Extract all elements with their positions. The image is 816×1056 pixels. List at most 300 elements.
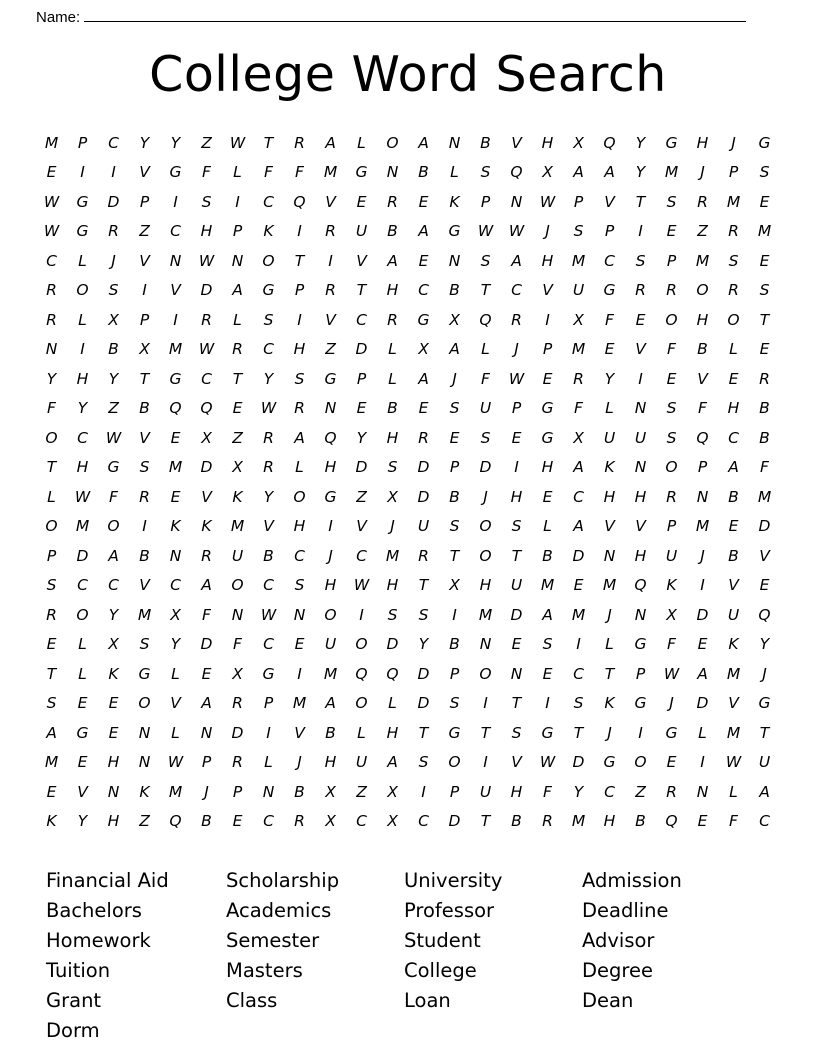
grid-cell[interactable]: Q: [200, 399, 213, 418]
grid-cell[interactable]: W: [105, 428, 122, 447]
grid-cell[interactable]: R: [201, 310, 212, 329]
grid-cell[interactable]: L: [543, 517, 552, 536]
grid-cell[interactable]: R: [511, 310, 522, 329]
grid-cell[interactable]: G: [603, 753, 616, 772]
grid-cell[interactable]: R: [325, 281, 336, 300]
grid-cell[interactable]: B: [480, 133, 491, 152]
grid-cell[interactable]: U: [758, 753, 771, 772]
grid-cell[interactable]: A: [387, 753, 398, 772]
grid-cell[interactable]: B: [759, 428, 770, 447]
grid-cell[interactable]: X: [449, 310, 460, 329]
grid-cell[interactable]: M: [540, 576, 555, 595]
grid-cell[interactable]: Q: [324, 428, 337, 447]
grid-cell[interactable]: V: [356, 517, 367, 536]
grid-cell[interactable]: M: [168, 340, 183, 359]
grid-cell[interactable]: X: [108, 310, 119, 329]
grid-cell[interactable]: E: [232, 812, 243, 831]
grid-cell[interactable]: V: [604, 517, 615, 536]
grid-cell[interactable]: L: [78, 251, 87, 270]
grid-cell[interactable]: F: [264, 163, 273, 182]
grid-cell[interactable]: Y: [170, 635, 181, 654]
grid-cell[interactable]: X: [573, 428, 584, 447]
grid-cell[interactable]: M: [726, 192, 741, 211]
grid-cell[interactable]: J: [607, 723, 612, 742]
grid-cell[interactable]: E: [728, 369, 739, 388]
grid-cell[interactable]: C: [77, 576, 88, 595]
grid-cell[interactable]: S: [387, 458, 398, 477]
grid-cell[interactable]: T: [604, 664, 615, 683]
grid-cell[interactable]: O: [665, 310, 678, 329]
grid-cell[interactable]: I: [142, 281, 147, 300]
grid-cell[interactable]: X: [325, 812, 336, 831]
grid-cell[interactable]: Z: [697, 222, 708, 241]
grid-cell[interactable]: T: [573, 723, 584, 742]
grid-cell[interactable]: P: [480, 192, 491, 211]
grid-cell[interactable]: C: [511, 281, 522, 300]
grid-cell[interactable]: M: [571, 812, 586, 831]
grid-cell[interactable]: R: [46, 605, 57, 624]
grid-cell[interactable]: P: [356, 369, 367, 388]
grid-cell[interactable]: J: [700, 163, 705, 182]
grid-cell[interactable]: Z: [356, 487, 367, 506]
grid-cell[interactable]: P: [232, 222, 243, 241]
grid-cell[interactable]: U: [479, 782, 492, 801]
grid-cell[interactable]: O: [634, 753, 647, 772]
grid-cell[interactable]: K: [449, 192, 460, 211]
grid-cell[interactable]: W: [43, 222, 60, 241]
grid-cell[interactable]: R: [201, 546, 212, 565]
grid-cell[interactable]: Q: [665, 812, 678, 831]
grid-cell[interactable]: H: [293, 340, 306, 359]
grid-cell[interactable]: P: [728, 163, 739, 182]
grid-cell[interactable]: A: [728, 458, 739, 477]
grid-cell[interactable]: Q: [758, 605, 771, 624]
grid-cell[interactable]: R: [294, 399, 305, 418]
grid-cell[interactable]: Y: [77, 399, 88, 418]
grid-cell[interactable]: N: [231, 605, 244, 624]
grid-cell[interactable]: P: [294, 281, 305, 300]
grid-cell[interactable]: Z: [139, 222, 150, 241]
grid-cell[interactable]: X: [139, 340, 150, 359]
grid-cell[interactable]: Y: [635, 133, 646, 152]
grid-cell[interactable]: I: [483, 753, 488, 772]
grid-cell[interactable]: J: [607, 605, 612, 624]
grid-cell[interactable]: G: [541, 723, 554, 742]
grid-cell[interactable]: J: [762, 664, 767, 683]
grid-cell[interactable]: L: [78, 664, 87, 683]
grid-cell[interactable]: A: [511, 251, 522, 270]
grid-cell[interactable]: X: [201, 428, 212, 447]
grid-cell[interactable]: Y: [108, 605, 119, 624]
grid-cell[interactable]: S: [418, 605, 429, 624]
grid-cell[interactable]: N: [634, 458, 647, 477]
grid-cell[interactable]: G: [665, 723, 678, 742]
grid-cell[interactable]: R: [387, 310, 398, 329]
grid-cell[interactable]: V: [511, 133, 522, 152]
grid-cell[interactable]: W: [74, 487, 91, 506]
grid-cell[interactable]: U: [231, 546, 244, 565]
grid-cell[interactable]: H: [107, 812, 120, 831]
grid-cell[interactable]: C: [759, 812, 770, 831]
grid-cell[interactable]: M: [323, 163, 338, 182]
grid-cell[interactable]: E: [759, 251, 770, 270]
grid-cell[interactable]: O: [45, 428, 58, 447]
grid-cell[interactable]: N: [696, 487, 709, 506]
grid-cell[interactable]: L: [481, 340, 490, 359]
grid-cell[interactable]: P: [263, 694, 274, 713]
grid-cell[interactable]: G: [665, 133, 678, 152]
word-search-grid[interactable]: [36, 128, 780, 836]
grid-cell[interactable]: W: [167, 753, 184, 772]
grid-cell[interactable]: K: [604, 694, 615, 713]
grid-cell[interactable]: J: [204, 782, 209, 801]
grid-cell[interactable]: D: [696, 605, 709, 624]
grid-cell[interactable]: Z: [325, 340, 336, 359]
grid-cell[interactable]: H: [293, 517, 306, 536]
grid-cell[interactable]: L: [171, 664, 180, 683]
grid-cell[interactable]: V: [77, 782, 88, 801]
grid-cell[interactable]: X: [170, 605, 181, 624]
grid-cell[interactable]: E: [542, 664, 553, 683]
grid-cell[interactable]: R: [573, 369, 584, 388]
grid-cell[interactable]: T: [232, 369, 243, 388]
grid-cell[interactable]: E: [542, 487, 553, 506]
grid-cell[interactable]: N: [200, 723, 213, 742]
grid-cell[interactable]: A: [449, 340, 460, 359]
grid-cell[interactable]: X: [232, 458, 243, 477]
grid-cell[interactable]: U: [634, 428, 647, 447]
grid-cell[interactable]: O: [76, 281, 89, 300]
grid-cell[interactable]: H: [541, 458, 554, 477]
grid-cell[interactable]: L: [264, 753, 273, 772]
grid-cell[interactable]: N: [696, 782, 709, 801]
grid-cell[interactable]: E: [666, 222, 677, 241]
grid-cell[interactable]: N: [231, 251, 244, 270]
grid-cell[interactable]: H: [386, 428, 399, 447]
grid-cell[interactable]: X: [449, 576, 460, 595]
grid-cell[interactable]: V: [604, 192, 615, 211]
grid-cell[interactable]: L: [605, 635, 614, 654]
grid-cell[interactable]: B: [542, 546, 553, 565]
grid-cell[interactable]: U: [510, 576, 523, 595]
grid-cell[interactable]: A: [759, 782, 770, 801]
grid-cell[interactable]: B: [263, 546, 274, 565]
grid-cell[interactable]: S: [759, 281, 770, 300]
grid-cell[interactable]: O: [696, 281, 709, 300]
grid-cell[interactable]: N: [169, 546, 182, 565]
grid-cell[interactable]: E: [728, 517, 739, 536]
grid-cell[interactable]: F: [729, 812, 738, 831]
grid-cell[interactable]: M: [757, 487, 772, 506]
grid-cell[interactable]: E: [77, 694, 88, 713]
grid-cell[interactable]: E: [511, 428, 522, 447]
grid-cell[interactable]: K: [46, 812, 57, 831]
grid-cell[interactable]: F: [295, 163, 304, 182]
grid-cell[interactable]: I: [297, 664, 302, 683]
grid-cell[interactable]: X: [387, 812, 398, 831]
grid-cell[interactable]: G: [107, 458, 120, 477]
grid-cell[interactable]: R: [418, 428, 429, 447]
grid-cell[interactable]: B: [697, 340, 708, 359]
grid-cell[interactable]: V: [635, 517, 646, 536]
name-input-line[interactable]: [84, 8, 746, 22]
grid-cell[interactable]: D: [200, 458, 213, 477]
grid-cell[interactable]: G: [324, 487, 337, 506]
grid-cell[interactable]: M: [292, 694, 307, 713]
grid-cell[interactable]: A: [604, 163, 615, 182]
grid-cell[interactable]: T: [511, 694, 522, 713]
grid-cell[interactable]: L: [698, 723, 707, 742]
grid-cell[interactable]: W: [477, 222, 494, 241]
grid-cell[interactable]: B: [449, 281, 460, 300]
grid-cell[interactable]: M: [695, 517, 710, 536]
grid-cell[interactable]: A: [325, 694, 336, 713]
grid-cell[interactable]: M: [571, 340, 586, 359]
grid-cell[interactable]: L: [233, 163, 242, 182]
grid-cell[interactable]: B: [294, 782, 305, 801]
grid-cell[interactable]: K: [139, 782, 150, 801]
grid-cell[interactable]: G: [324, 369, 337, 388]
grid-cell[interactable]: O: [355, 694, 368, 713]
grid-cell[interactable]: P: [573, 192, 584, 211]
grid-cell[interactable]: L: [450, 163, 459, 182]
grid-cell[interactable]: Y: [77, 812, 88, 831]
grid-cell[interactable]: H: [696, 133, 709, 152]
grid-cell[interactable]: S: [511, 517, 522, 536]
grid-cell[interactable]: T: [511, 546, 522, 565]
grid-cell[interactable]: N: [479, 635, 492, 654]
grid-cell[interactable]: Q: [355, 664, 368, 683]
grid-cell[interactable]: H: [634, 487, 647, 506]
grid-cell[interactable]: R: [666, 281, 677, 300]
grid-cell[interactable]: K: [201, 517, 212, 536]
grid-cell[interactable]: H: [603, 812, 616, 831]
grid-cell[interactable]: D: [200, 635, 213, 654]
grid-cell[interactable]: E: [294, 635, 305, 654]
grid-cell[interactable]: K: [666, 576, 677, 595]
grid-cell[interactable]: F: [698, 399, 707, 418]
grid-cell[interactable]: Z: [108, 399, 119, 418]
grid-cell[interactable]: T: [480, 812, 491, 831]
grid-cell[interactable]: U: [355, 222, 368, 241]
grid-cell[interactable]: D: [355, 340, 368, 359]
grid-cell[interactable]: E: [77, 753, 88, 772]
grid-cell[interactable]: N: [634, 399, 647, 418]
grid-cell[interactable]: P: [77, 133, 88, 152]
grid-cell[interactable]: F: [605, 310, 614, 329]
grid-cell[interactable]: G: [76, 723, 89, 742]
grid-cell[interactable]: O: [262, 251, 275, 270]
grid-cell[interactable]: S: [666, 192, 677, 211]
grid-cell[interactable]: B: [449, 635, 460, 654]
grid-cell[interactable]: V: [759, 546, 770, 565]
grid-cell[interactable]: S: [46, 576, 57, 595]
grid-cell[interactable]: N: [634, 605, 647, 624]
grid-cell[interactable]: A: [108, 546, 119, 565]
grid-cell[interactable]: W: [725, 753, 742, 772]
grid-cell[interactable]: G: [76, 192, 89, 211]
grid-cell[interactable]: C: [263, 576, 274, 595]
grid-cell[interactable]: N: [169, 251, 182, 270]
grid-cell[interactable]: I: [142, 517, 147, 536]
grid-cell[interactable]: A: [573, 458, 584, 477]
grid-cell[interactable]: D: [76, 546, 89, 565]
grid-cell[interactable]: P: [139, 310, 150, 329]
grid-cell[interactable]: F: [233, 635, 242, 654]
grid-cell[interactable]: C: [604, 251, 615, 270]
grid-cell[interactable]: S: [139, 458, 150, 477]
grid-cell[interactable]: I: [266, 723, 271, 742]
grid-cell[interactable]: G: [603, 281, 616, 300]
grid-cell[interactable]: P: [139, 192, 150, 211]
grid-cell[interactable]: Q: [386, 664, 399, 683]
grid-cell[interactable]: R: [666, 487, 677, 506]
grid-cell[interactable]: K: [232, 487, 243, 506]
grid-cell[interactable]: I: [452, 605, 457, 624]
grid-cell[interactable]: V: [728, 694, 739, 713]
grid-cell[interactable]: I: [328, 517, 333, 536]
grid-cell[interactable]: W: [539, 192, 556, 211]
grid-cell[interactable]: T: [480, 281, 491, 300]
grid-cell[interactable]: I: [545, 310, 550, 329]
grid-cell[interactable]: I: [483, 694, 488, 713]
grid-cell[interactable]: G: [634, 635, 647, 654]
grid-cell[interactable]: R: [759, 369, 770, 388]
grid-cell[interactable]: R: [46, 310, 57, 329]
grid-cell[interactable]: V: [139, 163, 150, 182]
grid-cell[interactable]: S: [387, 605, 398, 624]
grid-cell[interactable]: V: [170, 694, 181, 713]
grid-cell[interactable]: U: [603, 428, 616, 447]
grid-cell[interactable]: R: [232, 753, 243, 772]
grid-cell[interactable]: M: [323, 664, 338, 683]
grid-cell[interactable]: Q: [169, 812, 182, 831]
grid-cell[interactable]: H: [386, 281, 399, 300]
grid-cell[interactable]: B: [449, 487, 460, 506]
grid-cell[interactable]: X: [232, 664, 243, 683]
grid-cell[interactable]: S: [449, 399, 460, 418]
grid-cell[interactable]: H: [479, 576, 492, 595]
grid-cell[interactable]: R: [325, 222, 336, 241]
grid-cell[interactable]: Q: [634, 576, 647, 595]
grid-cell[interactable]: W: [539, 753, 556, 772]
grid-cell[interactable]: E: [759, 576, 770, 595]
grid-cell[interactable]: O: [479, 546, 492, 565]
grid-cell[interactable]: G: [417, 310, 430, 329]
grid-cell[interactable]: I: [235, 192, 240, 211]
grid-cell[interactable]: U: [479, 399, 492, 418]
grid-cell[interactable]: Q: [293, 192, 306, 211]
grid-cell[interactable]: W: [508, 222, 525, 241]
grid-cell[interactable]: K: [108, 664, 119, 683]
grid-cell[interactable]: L: [729, 782, 738, 801]
grid-cell[interactable]: T: [263, 133, 274, 152]
grid-cell[interactable]: G: [138, 664, 151, 683]
grid-cell[interactable]: L: [47, 487, 56, 506]
grid-cell[interactable]: I: [297, 310, 302, 329]
grid-cell[interactable]: P: [604, 222, 615, 241]
grid-cell[interactable]: V: [139, 428, 150, 447]
grid-cell[interactable]: S: [480, 163, 491, 182]
grid-cell[interactable]: O: [665, 458, 678, 477]
grid-cell[interactable]: I: [638, 222, 643, 241]
grid-cell[interactable]: C: [573, 664, 584, 683]
grid-cell[interactable]: F: [202, 163, 211, 182]
grid-cell[interactable]: B: [201, 812, 212, 831]
grid-cell[interactable]: B: [139, 546, 150, 565]
grid-cell[interactable]: I: [173, 192, 178, 211]
grid-cell[interactable]: C: [604, 782, 615, 801]
grid-cell[interactable]: V: [139, 251, 150, 270]
grid-cell[interactable]: O: [386, 133, 399, 152]
grid-cell[interactable]: D: [572, 546, 585, 565]
grid-cell[interactable]: S: [201, 192, 212, 211]
grid-cell[interactable]: P: [666, 251, 677, 270]
grid-cell[interactable]: H: [541, 133, 554, 152]
grid-cell[interactable]: T: [759, 723, 770, 742]
grid-cell[interactable]: R: [294, 133, 305, 152]
grid-cell[interactable]: T: [294, 251, 305, 270]
grid-cell[interactable]: V: [325, 310, 336, 329]
grid-cell[interactable]: H: [510, 782, 523, 801]
grid-cell[interactable]: L: [729, 340, 738, 359]
grid-cell[interactable]: E: [108, 694, 119, 713]
grid-cell[interactable]: M: [44, 133, 59, 152]
grid-cell[interactable]: H: [386, 723, 399, 742]
grid-cell[interactable]: O: [479, 517, 492, 536]
grid-cell[interactable]: I: [359, 605, 364, 624]
grid-cell[interactable]: R: [728, 222, 739, 241]
grid-cell[interactable]: F: [47, 399, 56, 418]
grid-cell[interactable]: E: [697, 812, 708, 831]
grid-cell[interactable]: S: [480, 251, 491, 270]
grid-cell[interactable]: X: [325, 782, 336, 801]
grid-cell[interactable]: P: [511, 399, 522, 418]
grid-cell[interactable]: W: [198, 340, 215, 359]
grid-cell[interactable]: H: [510, 487, 523, 506]
grid-cell[interactable]: R: [108, 222, 119, 241]
grid-cell[interactable]: R: [418, 546, 429, 565]
grid-cell[interactable]: F: [109, 487, 118, 506]
grid-cell[interactable]: A: [418, 133, 429, 152]
grid-cell[interactable]: V: [201, 487, 212, 506]
grid-cell[interactable]: B: [728, 546, 739, 565]
grid-cell[interactable]: I: [80, 340, 85, 359]
grid-cell[interactable]: S: [449, 694, 460, 713]
grid-cell[interactable]: C: [728, 428, 739, 447]
grid-cell[interactable]: F: [760, 458, 769, 477]
grid-cell[interactable]: E: [46, 635, 57, 654]
grid-cell[interactable]: Y: [759, 635, 770, 654]
grid-cell[interactable]: S: [511, 723, 522, 742]
grid-cell[interactable]: T: [46, 458, 57, 477]
grid-cell[interactable]: H: [324, 753, 337, 772]
grid-cell[interactable]: V: [263, 517, 274, 536]
grid-cell[interactable]: I: [638, 369, 643, 388]
grid-cell[interactable]: P: [232, 782, 243, 801]
grid-cell[interactable]: G: [448, 222, 461, 241]
grid-cell[interactable]: R: [387, 192, 398, 211]
grid-cell[interactable]: G: [262, 281, 275, 300]
grid-cell[interactable]: I: [111, 163, 116, 182]
grid-cell[interactable]: E: [46, 163, 57, 182]
grid-cell[interactable]: A: [697, 664, 708, 683]
grid-cell[interactable]: W: [663, 664, 680, 683]
grid-cell[interactable]: R: [46, 281, 57, 300]
grid-cell[interactable]: Q: [169, 399, 182, 418]
grid-cell[interactable]: E: [542, 369, 553, 388]
grid-cell[interactable]: S: [449, 517, 460, 536]
